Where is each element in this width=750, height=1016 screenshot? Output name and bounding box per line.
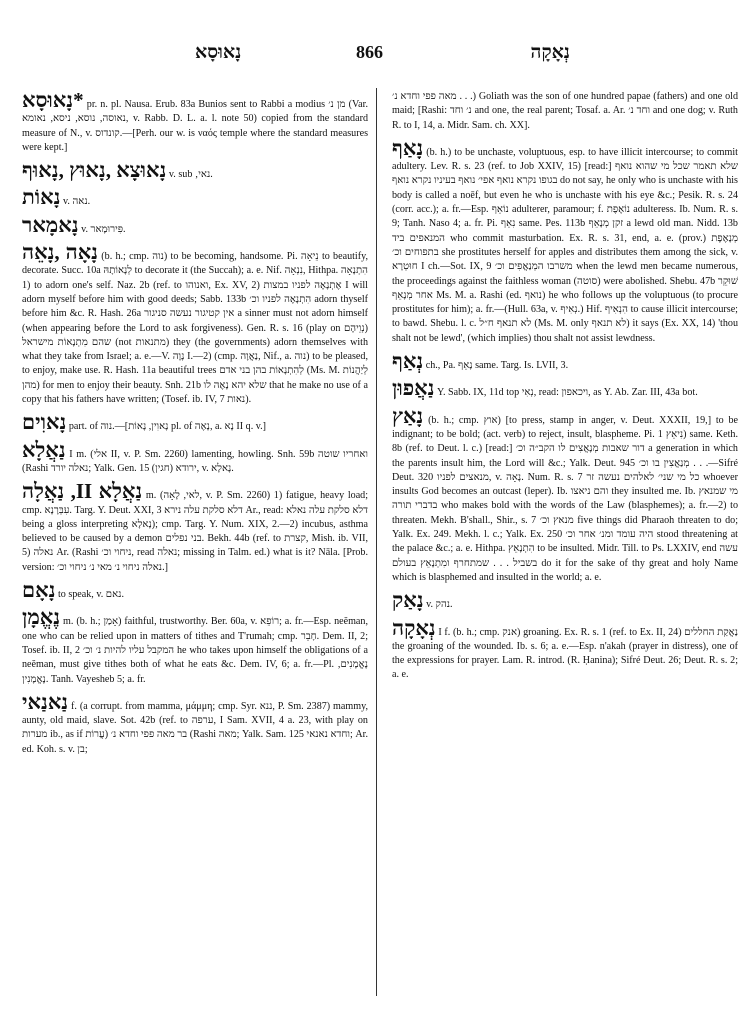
entry-headword: נָאַץ [392,403,424,428]
dictionary-entry [392,615,738,683]
page-header [0,42,750,66]
entry-headword: נַאֲפוּן [392,376,435,401]
dictionary-entry [22,580,368,602]
entry-headword: נָאַק [392,588,424,613]
dictionary-entry [22,212,368,237]
dictionary-entry [22,481,368,575]
entry-text: f. (a corrupt. from mamma, μάμμη; cmp. Syr. ננא, P. Sm. 2387) mammy, aunty, old maid, slave. Sot. 42b (ref. to ערפה, I Sam. XVII, 4 a. 23, with play on מערות ib., as if עֲרוֹת) בר מאה פפי וחדא נ׳ (Rashi מאה; Yalk. Sam. 125 וחדא נאנאי; Ar. ed. Koh. s. v. בן; [22,700,368,755]
entry-text: (b. h.) to be unchaste, voluptuous, esp. to have illicit intercourse; to commit adultery. Lev. R. s. 23 (ref. to Job XXIV, 15) [read:] שלא תאמר שכל מי שהוא נואף בגופו נקרא נואף אפי׳ נואף בעיניו נקרא נואף do not say, he only who is unchaste with his body is called a noēf, but even he who is unchaste with his eye &c.; Pesik. R. s. 24 (corr. acc.); a. fr.—Esp. נוֹאֵף adulterer, paramour; f. נוֹאֶפֶת adulteress. Ib. Num. R. s. 9; Tanh. Naso 4; a. fr. Pi. נִאֵף same. Pes. 113b זקן מְנָאֵף a lewd old man. Nidd. 13b המנאפים ביד who commit masturbation. Ex. R. s. 31, end, a. e. (prov.) מְנָאֶפֶת בתפוחים וכ׳ she prostitutes herself for apples and distributes them among the sick, v. חוּטְרָא I ch.—Sot. IX, 9 משרבו המְנַאֲפִים וכ׳ when the lewd men became numerous, the proceedings against the faithless woman (סוטה) were abolished. Shebu. 47b שׁוּקֵר אחר מְנָאֵף Ms. M. a. Rashi (ed. נואף) he who follows up the voluptuous (to procure prostitutes for him); a. fr.—(Hull. 63a, v. נְאִיף.) Hif. הִנְאִיף to cause illicit intercourse; to bawd. Shebu. l. c. לא תנאף ח״ל (Ms. M. only לא תנאף) it says (Ex. XX, 14) 'thou shalt not be lewd', (which implies) thou shalt not assist lewdness. [392,146,738,344]
entry-text: v. פִּירוּמָאר. [81,223,126,235]
dictionary-entry [22,437,368,477]
entry-headword: נְאָקָה [392,615,436,640]
entry-headword: נְאַף [392,349,424,374]
entry-text: part. of נוה.—[נָאוִין, נָאוֹת pl. of נָאֶה, a. נָא II q. v.] [68,421,267,433]
dictionary-entry [392,135,738,346]
entry-headword: נָאָם [22,578,56,603]
entry-headword: נָאָה ,נָאֵה [22,240,99,265]
entry-headword: נַאֲלָא [22,437,66,462]
entry-text: I f. (b. h.; cmp. אנק) groaning. Ex. R. s. 1 (ref. to Ex. II, 24) נַאֲקַת החללים the groaning of the wounded. Ib. s. 6; a. e.—Esp. n'akah (prayer in distress), one of the expressions for prayer. Lam. R. introd. (R. Ḥanina); Sifré Deut. 26; Deut. R. s. 2; a. e. [392,626,738,681]
entry-text: to speak, v. נאם. [57,589,124,601]
running-headword-right: נְאָקָה [530,42,570,63]
entry-text: ch., Pa. נָאֵף same. Targ. Is. LVII, 3. [425,360,569,372]
dictionary-entry [22,412,368,434]
entry-text: v. נאה. [63,196,91,208]
entry-text: pr. n. pl. Nausa. Erub. 83a Bunios sent to Rabbi a modius מן נ׳ (Var. נאוסה, נוסא, ניסא, נאומא, v. Rabb. D. L. a. l. note 50) copied from the standard measure of N., v. קונדוס.—[Perh. our w. is ναός temple where the standard measures were kept.] [22,99,368,153]
dictionary-entry [392,590,738,612]
entry-headword: נָאַף [392,135,424,160]
entry-headword: נָאוִים [22,410,67,435]
entry-text: m. (לאי, לָאָה, v. P. Sm. 2260) 1) fatigue, heavy load; cmp. עִבְּרָנָא. Targ. Y. Deut. XXI, 3 דלא סלקת עלה נירא Ar., read: דלא סלקת עלה נאלא being a gloss interpreting נָאלָא); cmp. Targ. Y. Num. XIX, 2.—2) incubus, asthma believed to be caused by a demon בני נפלים. Bekh. 44b (ref. to קצרת, Mish. ib. VII, 5) נאלה Ar. (Rashi ניחוי וכ׳, read נאלה; missing in Talm. ed.) what is it? Nāla. [Prob. version: נאלה ניחוי נ׳ מאי נ׳ ניחוי וכ׳.] [22,490,368,573]
entry-headword: נָאמָאר [22,212,79,237]
dictionary-entry [22,242,368,407]
dictionary-entry [392,403,738,586]
entry-headword: נֶאֱמָן [22,605,61,630]
entry-text: (b. h.; cmp. נוה) to be becoming, handsome. Pi. נֵיאָה to beautify, decorate. Succ. 10a לְנָאוֹתָהּ to decorate it (the Succah); a. e. Nif. נִנְאָה, Hithpa. הִתְנָאָה 1) to adorn one's self. Naz. 2b (ref. to ואנוהו, Ex. XV, 2) אֶתְנָאֶה לפניו במצות I will adorn myself before him with good deeds; Sabb. 133b הִתְנָאֶה לפניו וכ׳ adorn thyself before him &c. R. Hash. 26a אין קטיגור נעשה סניגור a sinner must not adorn himself (when appearing before the Lord to ask forgiveness). Gen. R. s. 16 (play on נְוֵיהֶם) שהם מִתְנָאוֹת מישראל (not מתנאות) they (the governments) adorn themselves with what they take from Israel; a. e.—V. נָוָה I.—2) (cmp. נַאֲוָה, Nif., a. נוה) to be pleased, to enjoy, make use. R. Hash. 11a beautiful trees לְהִתְנָאוֹת בהן בני אדם (Ms. M. לְיַהֲנוֹת מהן) for men to enjoy their beauty. Snh. 21b שלא יהא נָאֶה לו that he make no use of a copy that his fathers have written; (Tosef. ib. IV, 7 נאות). [22,251,368,406]
page-number: 866 [356,42,383,62]
running-headword-left: נָאוּסָא [195,42,242,63]
column-divider [376,88,377,996]
dictionary-entry [392,90,738,133]
entry-headword: *נָאוּסָא [22,90,84,112]
dictionary-entry [22,689,368,757]
entry-text: Y. Sabb. IX, 11d top נְאִי, read: ויכאפון, as Y. Ab. Zar. III, 43a bot. [437,387,698,399]
entry-headword: נַאנַאי [22,689,69,714]
dictionary-entry [392,378,738,400]
entry-headword: נָאוּצָא ,נָאוּץ ,נָאוּף [22,158,167,183]
entry-headword: נָאוֹת [22,185,61,210]
entry-text: I m. (אלי II, v. P. Sm. 2260) lamenting, howling. Snh. 59b ואחריו שוטה (Rashi נאלה יורד; Yalk. Gen. 15 ירודא (חגין), v. נָאלָא. [22,448,368,474]
entry-text: m. (b. h.; אָמַן) faithful, trustworthy. Ber. 60a, v. רוֹפֵא; a. fr.—Esp. neĕman, one who can be relied upon in matters of tithes and T'rumah; cmp. חָבֵר. Dem. II, 2; Tosef. ib. II, 2 המקבל עליו להיות נ׳ וכ׳ he who takes upon himself the obligations of a neĕman, must give tithes both of what he eats &c. Dem. IV, 6; a. fr.—Pl. נֶאֱמָנִים, נֶאֱמָנִין. Tanh. Vayesheb 5; a. fr. [22,616,368,685]
entry-text: מאה פפי וחדא נ׳ . . .) Goliath was the son of one hundred papae (fathers) and one old maid; [Rashi: נ׳ וחד and one, the real parent; Tosaf. a. Ar. וחד נ׳ and one dog; v. Ruth R. to I, 14, a. Midr. Sam. ch. XX]. [392,91,738,131]
dictionary-entry [22,160,368,182]
dictionary-entry [22,187,368,209]
dictionary-entry [22,607,368,686]
entry-text: (b. h.; cmp. אוץ) [to press, stamp in anger, v. Deut. XXXII, 19,] to be indignant; to be bold; (act. verb) to reject, insult, blaspheme. Pi. נִיאֵץ 1) same. Keth. 8b (ref. to Deut. l. c.) [read:] דור שאבות מְנָאֲצִים לו הקב״ה וכ׳ a generation in which the parents insult him, the Lord will &c.; Yalk. Deut. 945 מְנַאֲצִין בו וכ׳ . . .—Sifré Deut. 320 מנאצים לפניו, v. נָאָה. Num. R. s. 7 כל מי שני׳ לאלהים נעשה זר whoever insults God becomes an outcast (leper). Ib. והם ניאצו they insulted me. Ib. מי שמנאץ בדברי תורה who makes bold with the words of the Law (blasphemes); a. fr.—2) to threaten. Mekh. B'shall., Shir., s. 7 מנאץ וכ׳ five things did Pharaoh threaten to do; Yalk. Ex. 249. Mekh. l. c.; Yalk. Ex. 250 היה עומד ומנ׳ אחר וכ׳ stood threatening at the palace &c.; a. e. Hithpa. הִתְנָאֵץ to be insulted. Midr. Till. to Ps. LXXIV, end עשה בשביל . . . שמתחרף ומִתְנָאֵץ בעולם do it for the sake of thy great and holy Name which is blasphemed and insulted in the world; a. e. [392,414,738,583]
entry-text: v. sub ‚נאי. [168,169,213,181]
dictionary-entry [22,90,368,155]
entry-headword: נַאֲלָא II, נַאֲלָה [22,479,143,504]
left-column [22,90,368,1000]
right-column [392,90,738,1000]
dictionary-entry [392,351,738,373]
entry-text: v. נהק. [426,599,453,611]
